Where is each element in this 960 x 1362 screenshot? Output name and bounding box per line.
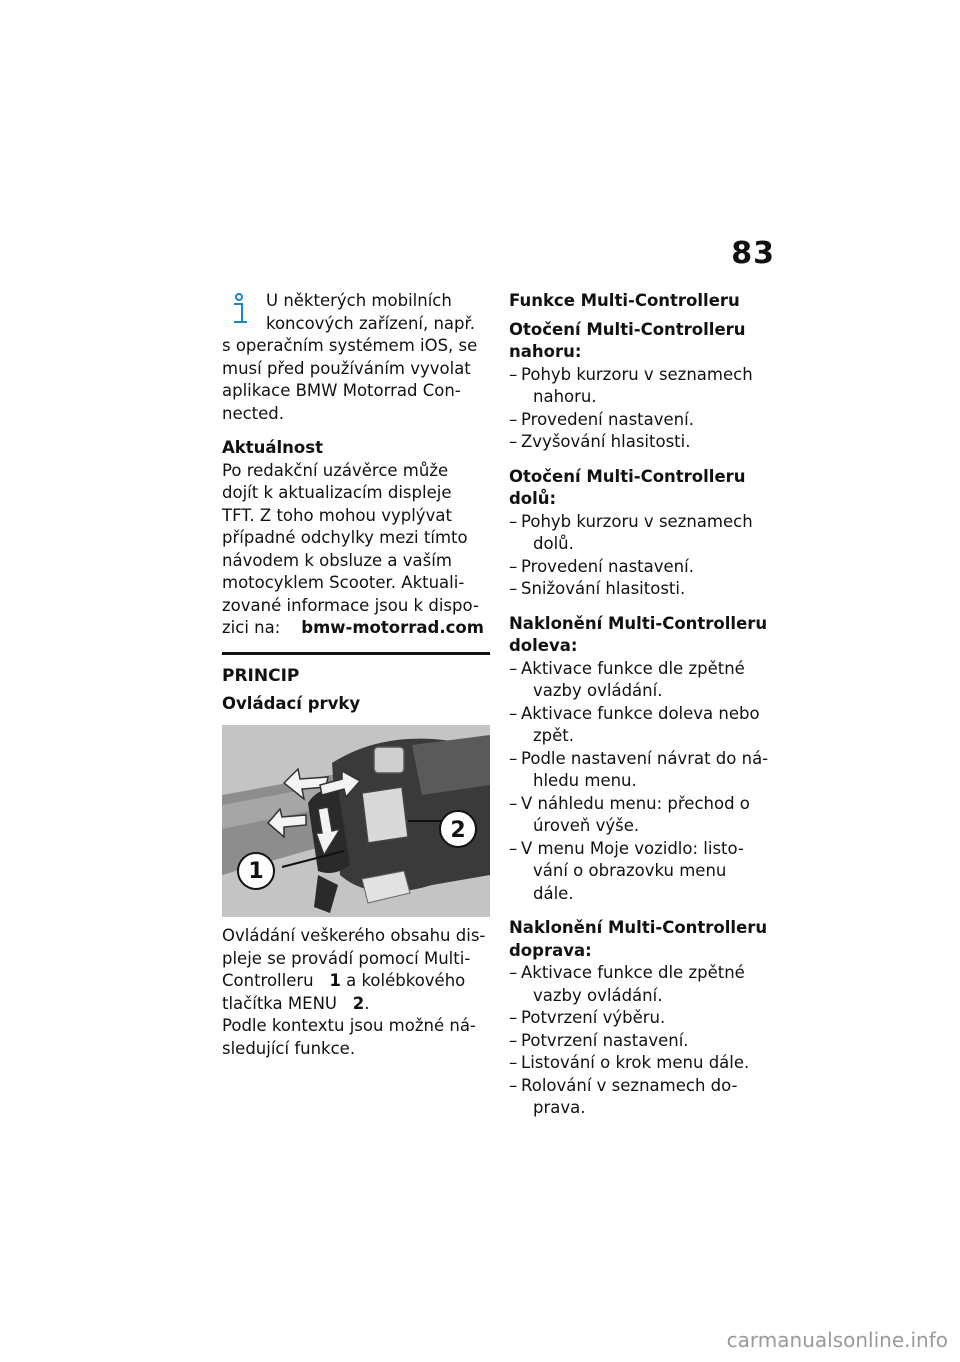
watermark: carmanualsonline.info [726,1328,948,1352]
callout-1-label: 1 [248,859,264,884]
list-item: – Potvrzení nastavení. [509,1030,771,1053]
desc-text: . [364,993,370,1013]
currency-line: motocyklem Scooter. Aktuali- [222,573,465,592]
tilt-left-heading: Naklonění Multi-Controlleru [509,613,768,633]
functions-heading: Funkce Multi-Controlleru [509,291,740,310]
callout-2-label: 2 [450,818,466,843]
desc-line [222,970,490,993]
ref-menu-button: 2 [352,993,365,1013]
desc-line: Podle kontextu jsou možné ná- [222,1016,476,1035]
currency-line: TFT. Z toho mohou vyplývat [222,505,452,525]
desc-line: Ovládání veškerého obsahu dis- [222,926,486,945]
list-item: – Zvyšování hlasitosti. [509,431,771,454]
list-item: – Podle nastavení návrat do ná- hledu menu. [509,748,771,793]
right-column [509,290,771,1120]
list-item: – V náhledu menu: přechod o úroveň výše. [509,793,771,838]
info-icon [224,293,254,329]
info-note [222,290,490,425]
tilt-right-heading: Naklonění Multi-Controlleru [509,918,768,937]
rotate-up-list [509,364,771,454]
rotate-up-heading: Otočení Multi-Controlleru [509,319,746,339]
tilt-left-list [509,658,771,906]
left-column [222,290,490,1060]
desc-text: Controlleru [222,971,314,990]
section-title: PRINCIP [222,665,300,686]
desc-line: pleje se provádí pomocí Multi- [222,948,471,968]
currency-prefix: zici na: [222,618,281,637]
ref-multi-controller: 1 [329,971,341,990]
page-number: 83 [731,236,775,271]
handlebar-controls-photo [222,725,490,917]
currency-line: zované informace jsou k dispo- [222,595,479,615]
rotate-down-heading-cont: dolů: [509,489,557,508]
desc-line [222,993,490,1016]
list-item: – Pohyb kurzoru v seznamech dolů. [509,511,771,556]
info-line: s operačním systémem iOS, se [222,336,478,355]
list-item: – Potvrzení výběru. [509,1007,771,1030]
currency-line: návodem k obsluze a vaším [222,550,452,570]
website-link[interactable]: bmw-motorrad.com [301,618,484,637]
currency-line: dojít k aktualizacím displeje [222,483,452,502]
tilt-right-list [509,962,771,1120]
list-item: – Provedení nastavení. [509,409,771,432]
controls-heading: Ovládací prvky [222,693,361,713]
list-item: – Aktivace funkce dle zpětné vazby ovládání. [509,658,771,703]
list-item: – Snižování hlasitosti. [509,578,771,601]
list-item: – Aktivace funkce doleva nebo zpět. [509,703,771,748]
list-item: – Pohyb kurzoru v seznamech nahoru. [509,364,771,409]
list-item: – Provedení nastavení. [509,556,771,579]
list-item: – Listování o krok menu dále. [509,1052,771,1075]
info-line: U některých mobilních [266,291,452,310]
section-divider [222,652,490,655]
currency-heading: Aktuálnost [222,438,323,457]
currency-line: Po redakční uzávěrce může [222,460,449,480]
list-item: – V menu Moje vozidlo: listo- vání o obrazovku menu dále. [509,838,771,906]
rotate-up-heading-cont: nahoru: [509,342,582,361]
tilt-right-heading-cont: doprava: [509,940,592,960]
currency-line-last [222,617,490,640]
rotate-down-list [509,511,771,601]
rotate-down-heading: Otočení Multi-Controlleru [509,466,746,486]
desc-text: a kolébkového [340,971,466,990]
tilt-left-heading-cont: doleva: [509,636,578,655]
info-line: koncových zařízení, např. [266,313,476,333]
list-item: – Rolování v seznamech do- prava. [509,1075,771,1120]
desc-text: tlačítka MENU [222,993,337,1013]
info-line: aplikace BMW Motorrad Con- [222,381,461,400]
list-item: – Aktivace funkce dle zpětné vazby ovládání. [509,962,771,1007]
info-line: nected. [222,403,285,423]
info-line: musí před používáním vyvolat [222,358,471,378]
currency-line: případné odchylky mezi tímto [222,528,468,547]
desc-line: sledující funkce. [222,1038,356,1058]
